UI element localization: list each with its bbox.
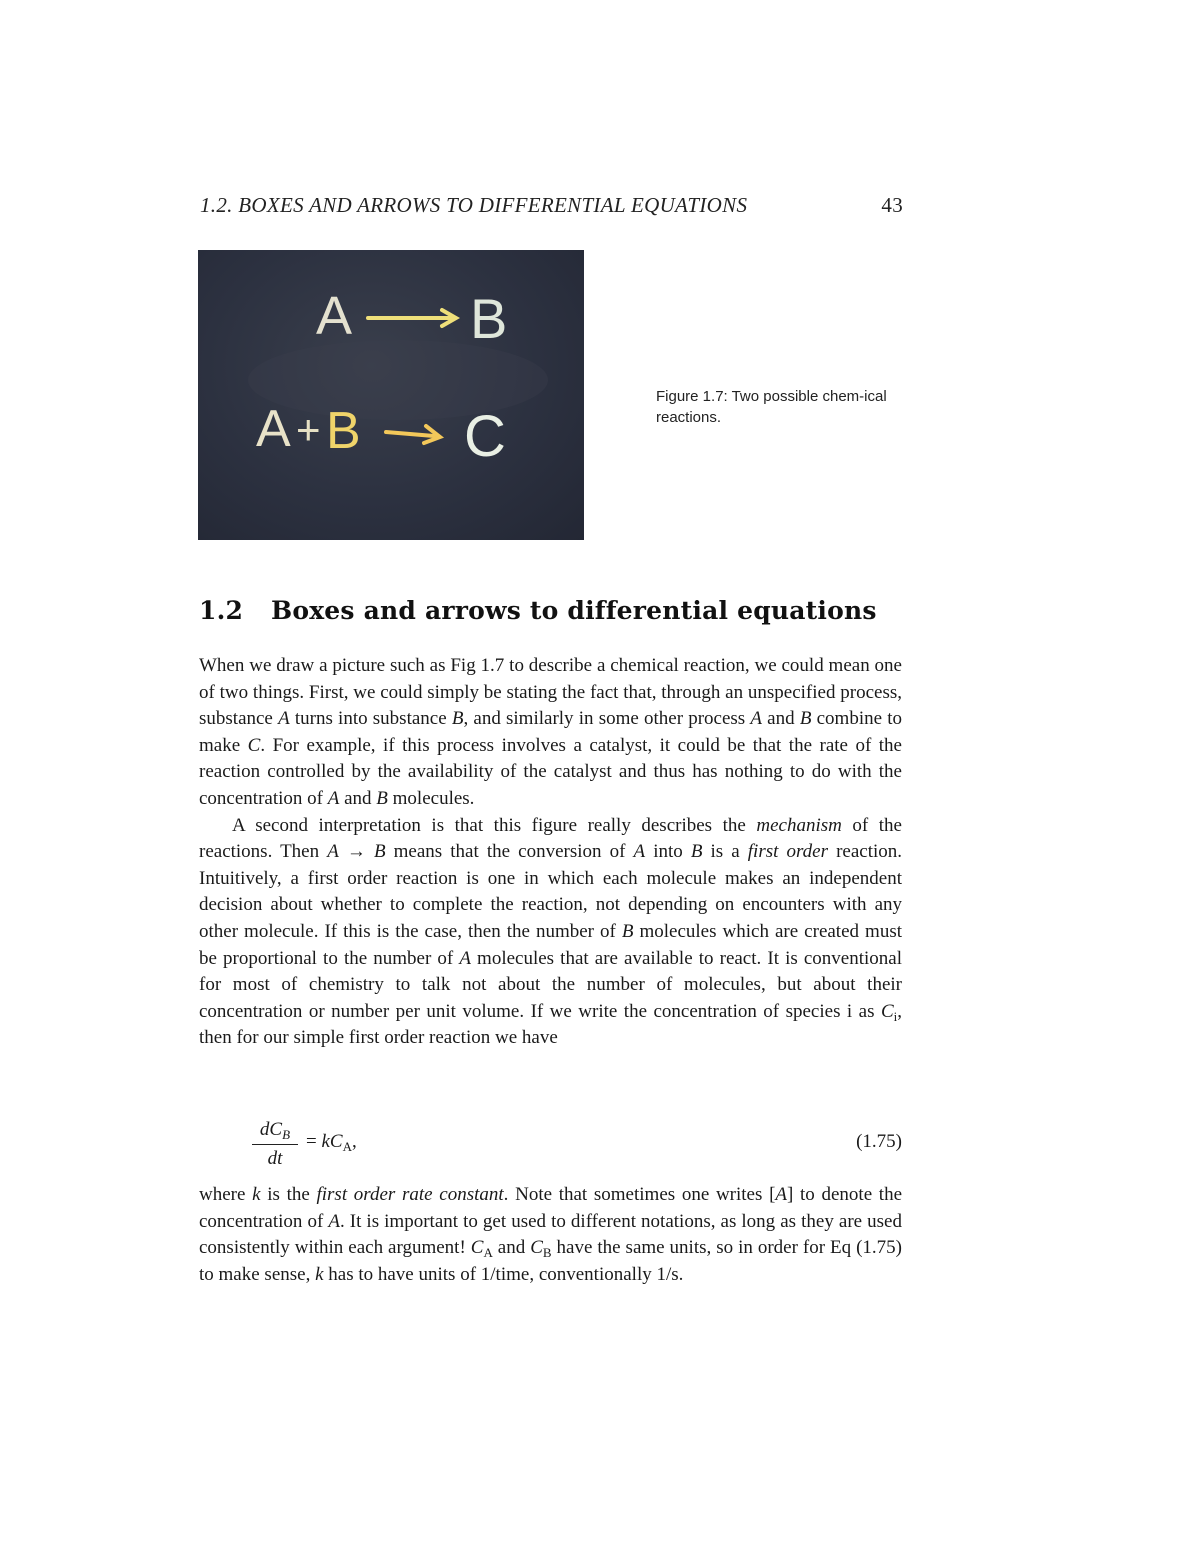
math-var: dC (259, 1119, 283, 1140)
math-subscript: B (542, 1245, 552, 1261)
board-arrow-1 (368, 310, 456, 326)
board-letter-a1: A (316, 286, 353, 346)
math-var: B (376, 787, 388, 809)
text-run: of the reactions. Then (199, 814, 902, 863)
math-var: C (880, 1000, 894, 1022)
math-subscript: A (342, 1139, 352, 1154)
page-number: 43 (881, 193, 903, 217)
body-text-lower (199, 1182, 902, 1288)
text-run: combine to make (199, 708, 902, 756)
paragraph-1 (199, 653, 902, 813)
board-letter-c: C (464, 404, 506, 469)
equation-rhs (306, 1131, 357, 1153)
equation-fraction (252, 1118, 298, 1170)
math-var: B (621, 920, 634, 942)
board-letter-a2: A (256, 400, 291, 458)
math-var: A (750, 708, 762, 730)
math-var: A (327, 841, 339, 863)
board-arrow-2 (386, 426, 440, 443)
text-run: turns into substance (289, 708, 452, 730)
math-var: A (633, 841, 646, 863)
paragraph-3 (199, 1182, 902, 1288)
running-head (200, 193, 903, 218)
chalkboard-drawing (198, 250, 584, 540)
text-run: and (339, 787, 377, 809)
text-run: molecules that are available to react. It is conventional for most of chemistry to talk not about the number of molecules, but about their concentration or number per unit volume. If we write the concentration of species i as (199, 947, 902, 1022)
math-var: A (459, 947, 471, 969)
fraction-bar (252, 1144, 298, 1145)
math-var: k (252, 1184, 261, 1205)
text-run: A second interpretation is that this figure really describes the (232, 814, 757, 836)
text-run: , then for our simple first order reaction we have (199, 1000, 902, 1049)
math-var: A (327, 787, 340, 809)
text-run: reaction. Intuitively, a first order reaction is one in which each molecule makes an independent decision about whether to complete the reaction, not depending on encounters with any other molecule. If this is the case, then the number of (199, 841, 903, 942)
figure-caption-text: Figure 1.7: Two possible chem-ical reactions. (656, 388, 887, 426)
running-head-title: 1.2. BOXES AND ARROWS TO DIFFERENTIAL EQUATIONS (200, 193, 748, 217)
paragraph-2 (199, 813, 902, 1052)
text-run: molecules. (387, 787, 475, 809)
text-run: . It is important to get used to different notations, as long as they are used consistently within each argument! (199, 1210, 902, 1259)
math-var: B (690, 841, 703, 863)
text-run: . Note that sometimes one writes [ (503, 1184, 776, 1205)
board-plus: + (296, 406, 321, 453)
section-heading (199, 596, 902, 625)
math-subscript: A (483, 1245, 493, 1261)
equation-number: (1.75) (856, 1131, 902, 1152)
text-run: and (492, 1237, 531, 1259)
math-var: C (247, 734, 261, 756)
math-var: C (530, 1237, 543, 1259)
math-subscript: i (893, 1008, 898, 1024)
math-punct: , (351, 1131, 357, 1152)
equation-1-75 (252, 1118, 902, 1174)
fraction-denominator: dt (267, 1148, 283, 1169)
emphasis: mechanism (756, 814, 842, 836)
text-run: . For example, if this process involves a catalyst, it could be that the rate of the reaction controlled by the availability of the catalyst and thus has nothing to do with the concentration of (199, 734, 902, 809)
board-letter-b1: B (470, 287, 508, 350)
text-run: molecules which are created must be proportional to the number of (199, 920, 902, 969)
math-var: k (315, 1263, 324, 1285)
text-run: , and similarly in some other process (463, 708, 751, 730)
math-var: A (278, 708, 290, 730)
emphasis: first order rate constant (316, 1184, 504, 1205)
math-equals: = (306, 1131, 322, 1152)
text-run: and (762, 708, 800, 730)
text-run: means that the conversion of (385, 841, 634, 863)
text-run: where (199, 1184, 253, 1205)
math-arrow: → (338, 841, 374, 863)
section-title: Boxes and arrows to differential equations (271, 596, 877, 625)
math-var: kC (321, 1131, 343, 1152)
math-var: A (328, 1210, 340, 1232)
math-var: B (373, 841, 386, 863)
figure-caption (656, 386, 906, 428)
figure-photo-chalkboard (198, 250, 584, 540)
math-subscript: B (282, 1127, 291, 1142)
text-run: is the (260, 1184, 317, 1205)
text-run: ] to denote the concentration of (199, 1184, 903, 1232)
math-var: B (451, 708, 464, 730)
body-text-upper (199, 653, 902, 1052)
math-var: C (470, 1237, 484, 1259)
math-var: B (799, 708, 812, 730)
board-letter-b2: B (326, 402, 361, 460)
fraction-numerator (252, 1118, 298, 1142)
math-var: A (775, 1184, 788, 1205)
text-run: is a (702, 841, 748, 863)
text-run: have the same units, so in order for Eq (1.75) to make sense, (199, 1237, 902, 1285)
text-run: into (645, 841, 691, 863)
emphasis: first order (747, 841, 829, 863)
section-number: 1.2 (199, 596, 244, 625)
text-run: When we draw a picture such as Fig 1.7 to describe a chemical reaction, we could mean one of two things. First, we could simply be stating the fact that, through an unspecified process, substance (199, 655, 902, 730)
text-run: has to have units of 1/time, conventionally 1/s. (323, 1263, 684, 1285)
